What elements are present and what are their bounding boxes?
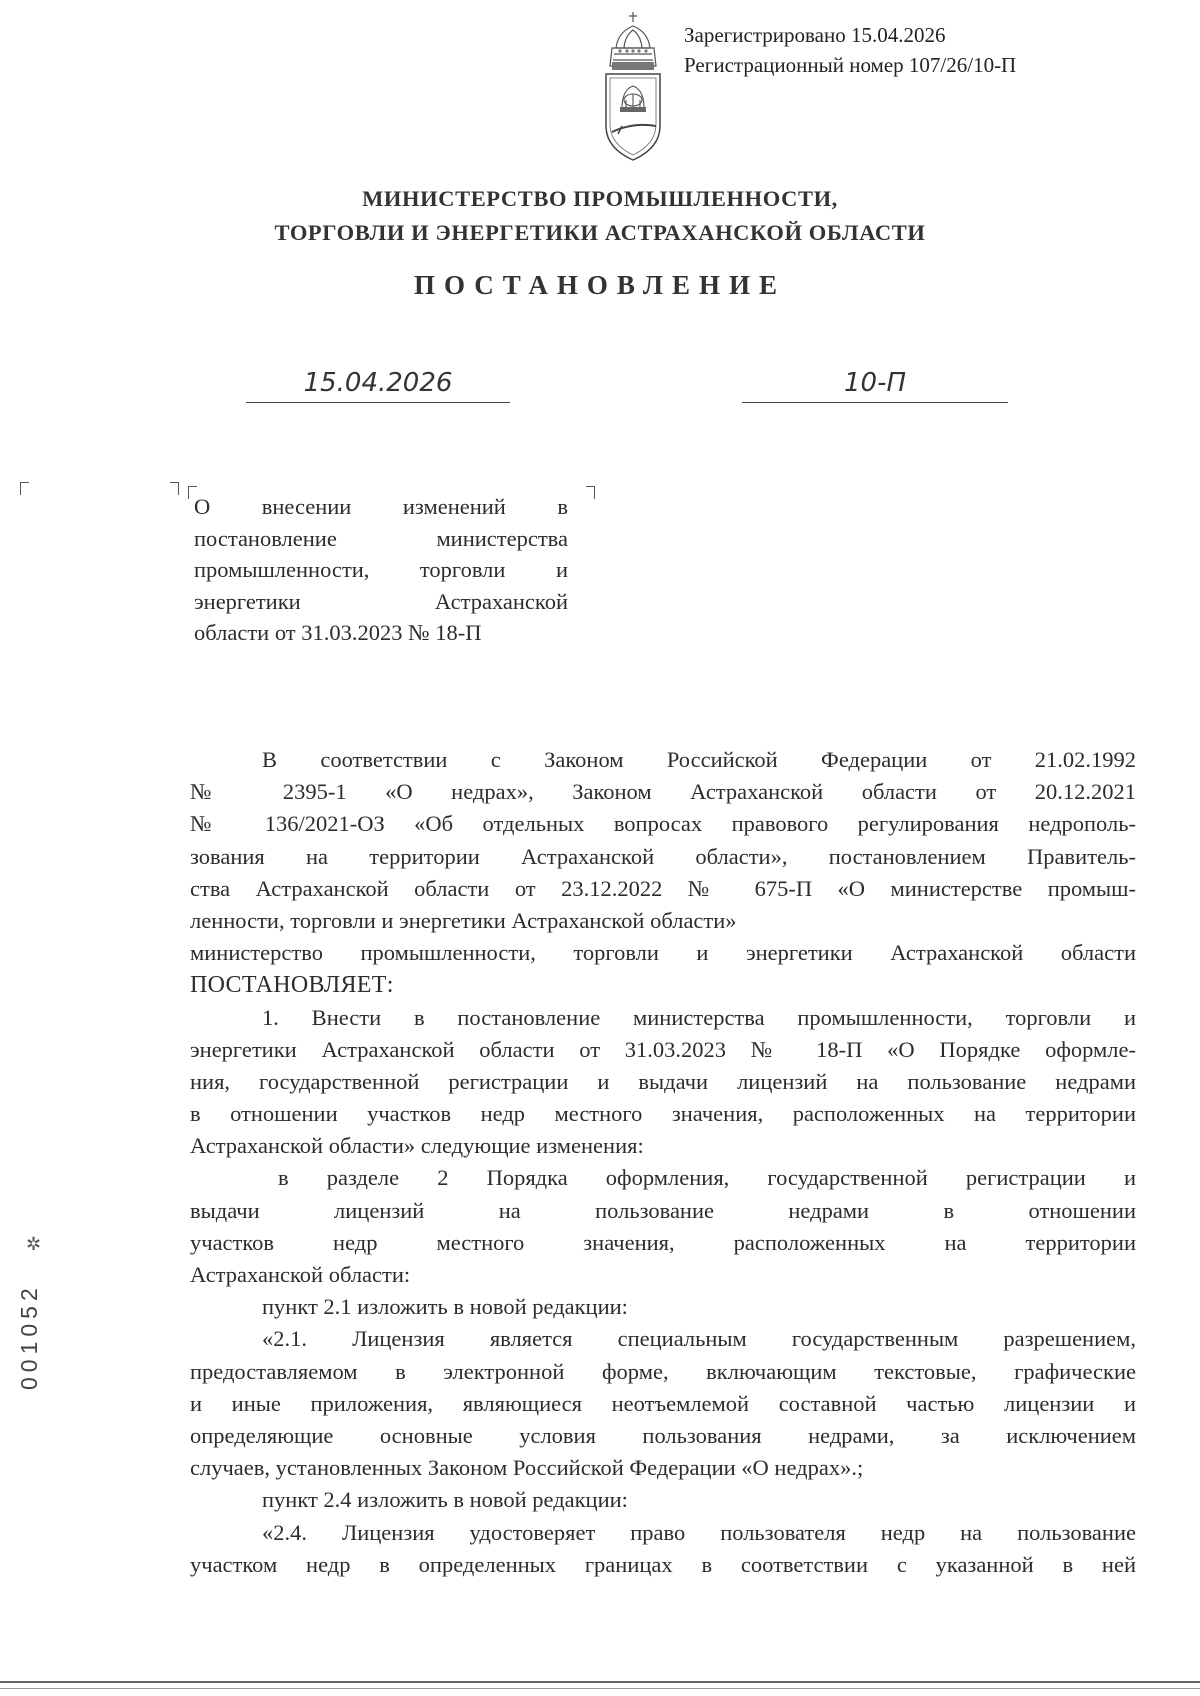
- document-body: [190, 744, 1136, 1581]
- body-line: и иные приложения, являющиеся неотъемлемой составной частью лицензии и: [190, 1390, 1136, 1416]
- subject-line: области от 31.03.2023 № 18-П: [194, 620, 482, 645]
- body-line: пункт 2.4 изложить в новой редакции:: [262, 1487, 628, 1513]
- body-line: ленности, торговли и энергетики Астраханской области»: [190, 907, 737, 933]
- ministry-name-line2: ТОРГОВЛИ И ЭНЕРГЕТИКИ АСТРАХАНСКОЙ ОБЛАСТИ: [274, 220, 926, 245]
- subject-line: промышленности, торговли и: [194, 557, 568, 582]
- subject-line: энергетики Астраханской: [194, 588, 568, 614]
- body-line: в отношении участков недр местного значения, расположенных на территории: [190, 1101, 1136, 1127]
- body-line: предоставляемом в электронной форме, включающим текстовые, графические: [190, 1358, 1136, 1384]
- margin-mark-icon: ✲: [26, 1234, 42, 1255]
- body-line: 1. Внести в постановление министерства промышленности, торговли и: [262, 1004, 1136, 1030]
- body-line: участком недр в определенных границах в соответствии с указанной в ней: [190, 1551, 1136, 1577]
- body-line: № 2395-1 «О недрах», Законом Астраханской области от 20.12.2021: [190, 779, 1136, 805]
- subject-line: О внесении изменений в: [194, 494, 568, 519]
- body-line: в разделе 2 Порядка оформления, государственной регистрации и: [278, 1165, 1136, 1191]
- corner-bracket: [170, 482, 179, 495]
- body-line: «2.1. Лицензия является специальным государственным разрешением,: [262, 1326, 1136, 1352]
- body-line: В соответствии с Законом Российской Федерации от 21.02.1992: [262, 747, 1136, 772]
- corner-bracket: [586, 486, 595, 499]
- body-line: «2.4. Лицензия удостоверяет право пользователя недр на пользование: [262, 1519, 1136, 1545]
- body-line: № 136/2021-ОЗ «Об отдельных вопросах правового регулирования недрополь-: [190, 811, 1136, 837]
- document-number: 10-П: [843, 368, 907, 398]
- body-line: Астраханской области» следующие изменения:: [190, 1133, 644, 1159]
- ministry-name-line1: МИНИСТЕРСТВО ПРОМЫШЛЕННОСТИ,: [362, 186, 838, 211]
- body-line: пункт 2.1 изложить в новой редакции:: [262, 1294, 628, 1320]
- document-number-field: [742, 364, 1008, 403]
- body-line: зования на территории Астраханской области», постановлением Правитель-: [190, 843, 1136, 869]
- registration-date: Зарегистрировано 15.04.2026: [684, 23, 946, 47]
- corner-bracket: [20, 482, 29, 495]
- document-type-title: ПОСТАНОВЛЕНИЕ: [413, 270, 787, 300]
- subject-line: постановление министерства: [194, 525, 568, 551]
- body-line: ПОСТАНОВЛЯЕТ:: [190, 972, 394, 999]
- body-line: Астраханской области:: [190, 1262, 411, 1287]
- page-bottom-edge: [0, 1681, 1200, 1683]
- registration-stamp: [684, 20, 1016, 80]
- body-line: случаев, установленных Законом Российской Федерации «О недрах».;: [190, 1455, 864, 1481]
- page-bottom-edge: [0, 1688, 1200, 1689]
- body-line: выдачи лицензий на пользование недрами в отношении: [190, 1197, 1136, 1223]
- document-date: 15.04.2026: [303, 368, 453, 398]
- registration-number: Регистрационный номер 107/26/10-П: [684, 53, 1017, 77]
- coat-of-arms-icon: [600, 8, 666, 166]
- body-line: участков недр местного значения, расположенных на территории: [190, 1229, 1136, 1255]
- body-line: министерство промышленности, торговли и энергетики Астраханской области: [190, 940, 1136, 966]
- body-line: ния, государственной регистрации и выдачи лицензий на пользование недрами: [190, 1068, 1136, 1094]
- sheet-serial-number: 001052: [16, 1283, 42, 1390]
- document-date-field: [246, 364, 510, 403]
- body-line: ства Астраханской области от 23.12.2022 № 675-П «О министерстве промыш-: [190, 875, 1136, 901]
- body-line: энергетики Астраханской области от 31.03.2023 № 18-П «О Порядке оформле-: [190, 1036, 1136, 1062]
- document-subject: [194, 491, 568, 649]
- body-line: определяющие основные условия пользования недрами, за исключением: [190, 1422, 1136, 1448]
